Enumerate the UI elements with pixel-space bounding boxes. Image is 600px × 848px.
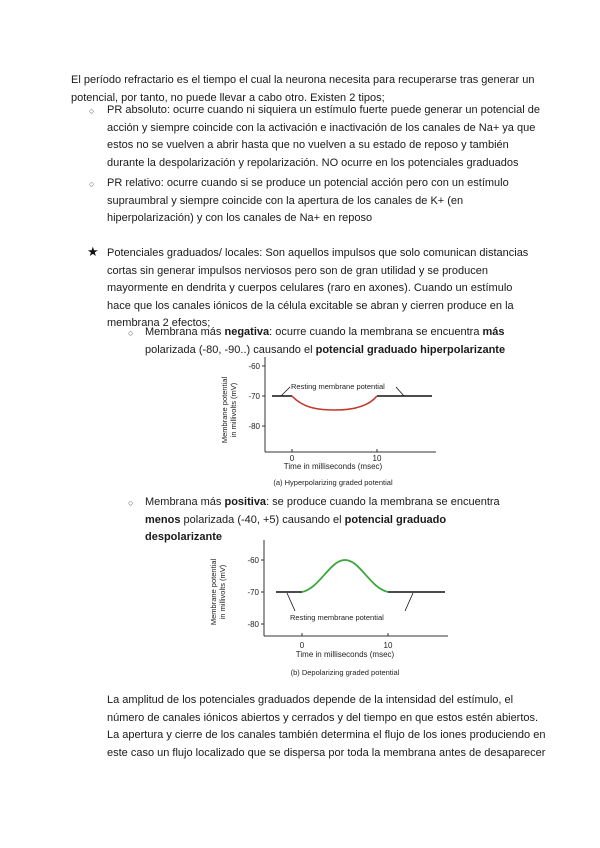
resting-annotation: Resting membrane potential — [291, 382, 385, 391]
x-axis-label: Time in milliseconds (msec) — [295, 650, 395, 659]
x-tick: 10 — [372, 454, 382, 463]
chart-caption: (a) Hyperpolarizing graded potential — [273, 478, 393, 487]
hollow-bullet-icon: ○ — [89, 106, 95, 116]
bold-term: menos — [145, 513, 181, 526]
y-axis-label: Membrane potential — [209, 558, 218, 626]
star-bullet-icon: ★ — [87, 244, 99, 259]
hollow-bullet-icon: ○ — [128, 498, 134, 508]
y-tick: -80 — [247, 620, 259, 629]
chart-caption: (b) Depolarizing graded potential — [290, 668, 400, 677]
bold-term: potencial graduado despolarizante — [145, 513, 447, 543]
text-segment: : ocurre cuando la membrana se encuentra — [269, 326, 483, 338]
text-segment: Membrana más — [145, 326, 225, 338]
resting-annotation: Resting membrane potential — [290, 613, 384, 622]
pr-relativo-item: PR relativo: ocurre cuando si se produce un potencial acción pero con un estímulo supraumbral y siempre coincide con la apertura de los canales de K+ (en hiperpolarización) y con los canales de Na+ en reposo — [107, 177, 509, 224]
x-tick: 0 — [299, 641, 305, 650]
x-tick: 10 — [383, 641, 393, 650]
depolarizing-chart — [205, 538, 455, 688]
y-axis-label: Membrane potential — [220, 376, 229, 444]
bold-term: positiva — [224, 496, 267, 508]
y-tick: -70 — [248, 392, 260, 401]
graded-potentials-paragraph: Potenciales graduados/ locales: Son aquellos impulsos que solo comunican distancias cortas sin generar impulsos nerviosos pero son de gran utilidad y se producen mayormente en dendrita y cuerpos celulares (raro en axones). Cuando un estímulo hace que los canales iónicos de la célula excitable se abran y cierren produce en la membrana 2 efectos; — [107, 247, 529, 329]
pr-absoluto-item: PR absoluto: ocurre cuando ni siquiera un estímulo fuerte puede generar un potencial de acción y siempre coincide con la activación e inactivación de los canales de Na+ ya que estos no se vuelven a abrir hasta que no vuelven a su estado de reposo y también durante la despolarización y repolarización. NO ocurre en los potenciales graduados — [107, 104, 540, 169]
y-tick: -80 — [248, 422, 260, 431]
x-tick: 0 — [289, 454, 295, 463]
y-tick: -60 — [248, 362, 260, 371]
bold-term: negativa — [224, 326, 270, 338]
text-segment: : se produce cuando la membrana se encuentra — [266, 496, 500, 508]
hollow-bullet-icon: ○ — [128, 328, 134, 338]
text-segment: polarizada (-80, -90..) causando el — [145, 343, 316, 356]
text-segment: polarizada (-40, +5) causando el — [180, 513, 345, 526]
y-tick: -70 — [247, 588, 259, 597]
conclusion-paragraph: La amplitud de los potenciales graduados depende de la intensidad del estímulo, el número de canales iónicos abiertos y cerrados y del tiempo en que estos estén abiertos. La apertura y cierre de los canales también determina el flujo de los iones produciendo en este caso un flujo localizado que se dispersa por toda la membrana antes de desaparecer — [107, 694, 546, 759]
membrana-negativa-item — [145, 324, 540, 359]
y-axis-label: in millivolts (mV) — [218, 564, 227, 620]
hollow-bullet-icon: ○ — [89, 179, 95, 189]
bold-term: potencial graduado hiperpolarizante — [315, 343, 506, 356]
y-tick: -60 — [247, 556, 259, 565]
x-axis-label: Time in milliseconds (msec) — [283, 462, 383, 471]
text-segment: Membrana más — [145, 496, 225, 508]
hyperpolarizing-chart — [218, 355, 448, 490]
bold-term: más — [482, 326, 505, 338]
intro-paragraph: El período refractario es el tiempo el cual la neurona necesita para recuperarse tras generar un potencial, por tanto, no puede llevar a cabo otro. Existen 2 tipos; — [71, 74, 535, 104]
y-axis-label: in millivolts (mV) — [229, 382, 238, 438]
